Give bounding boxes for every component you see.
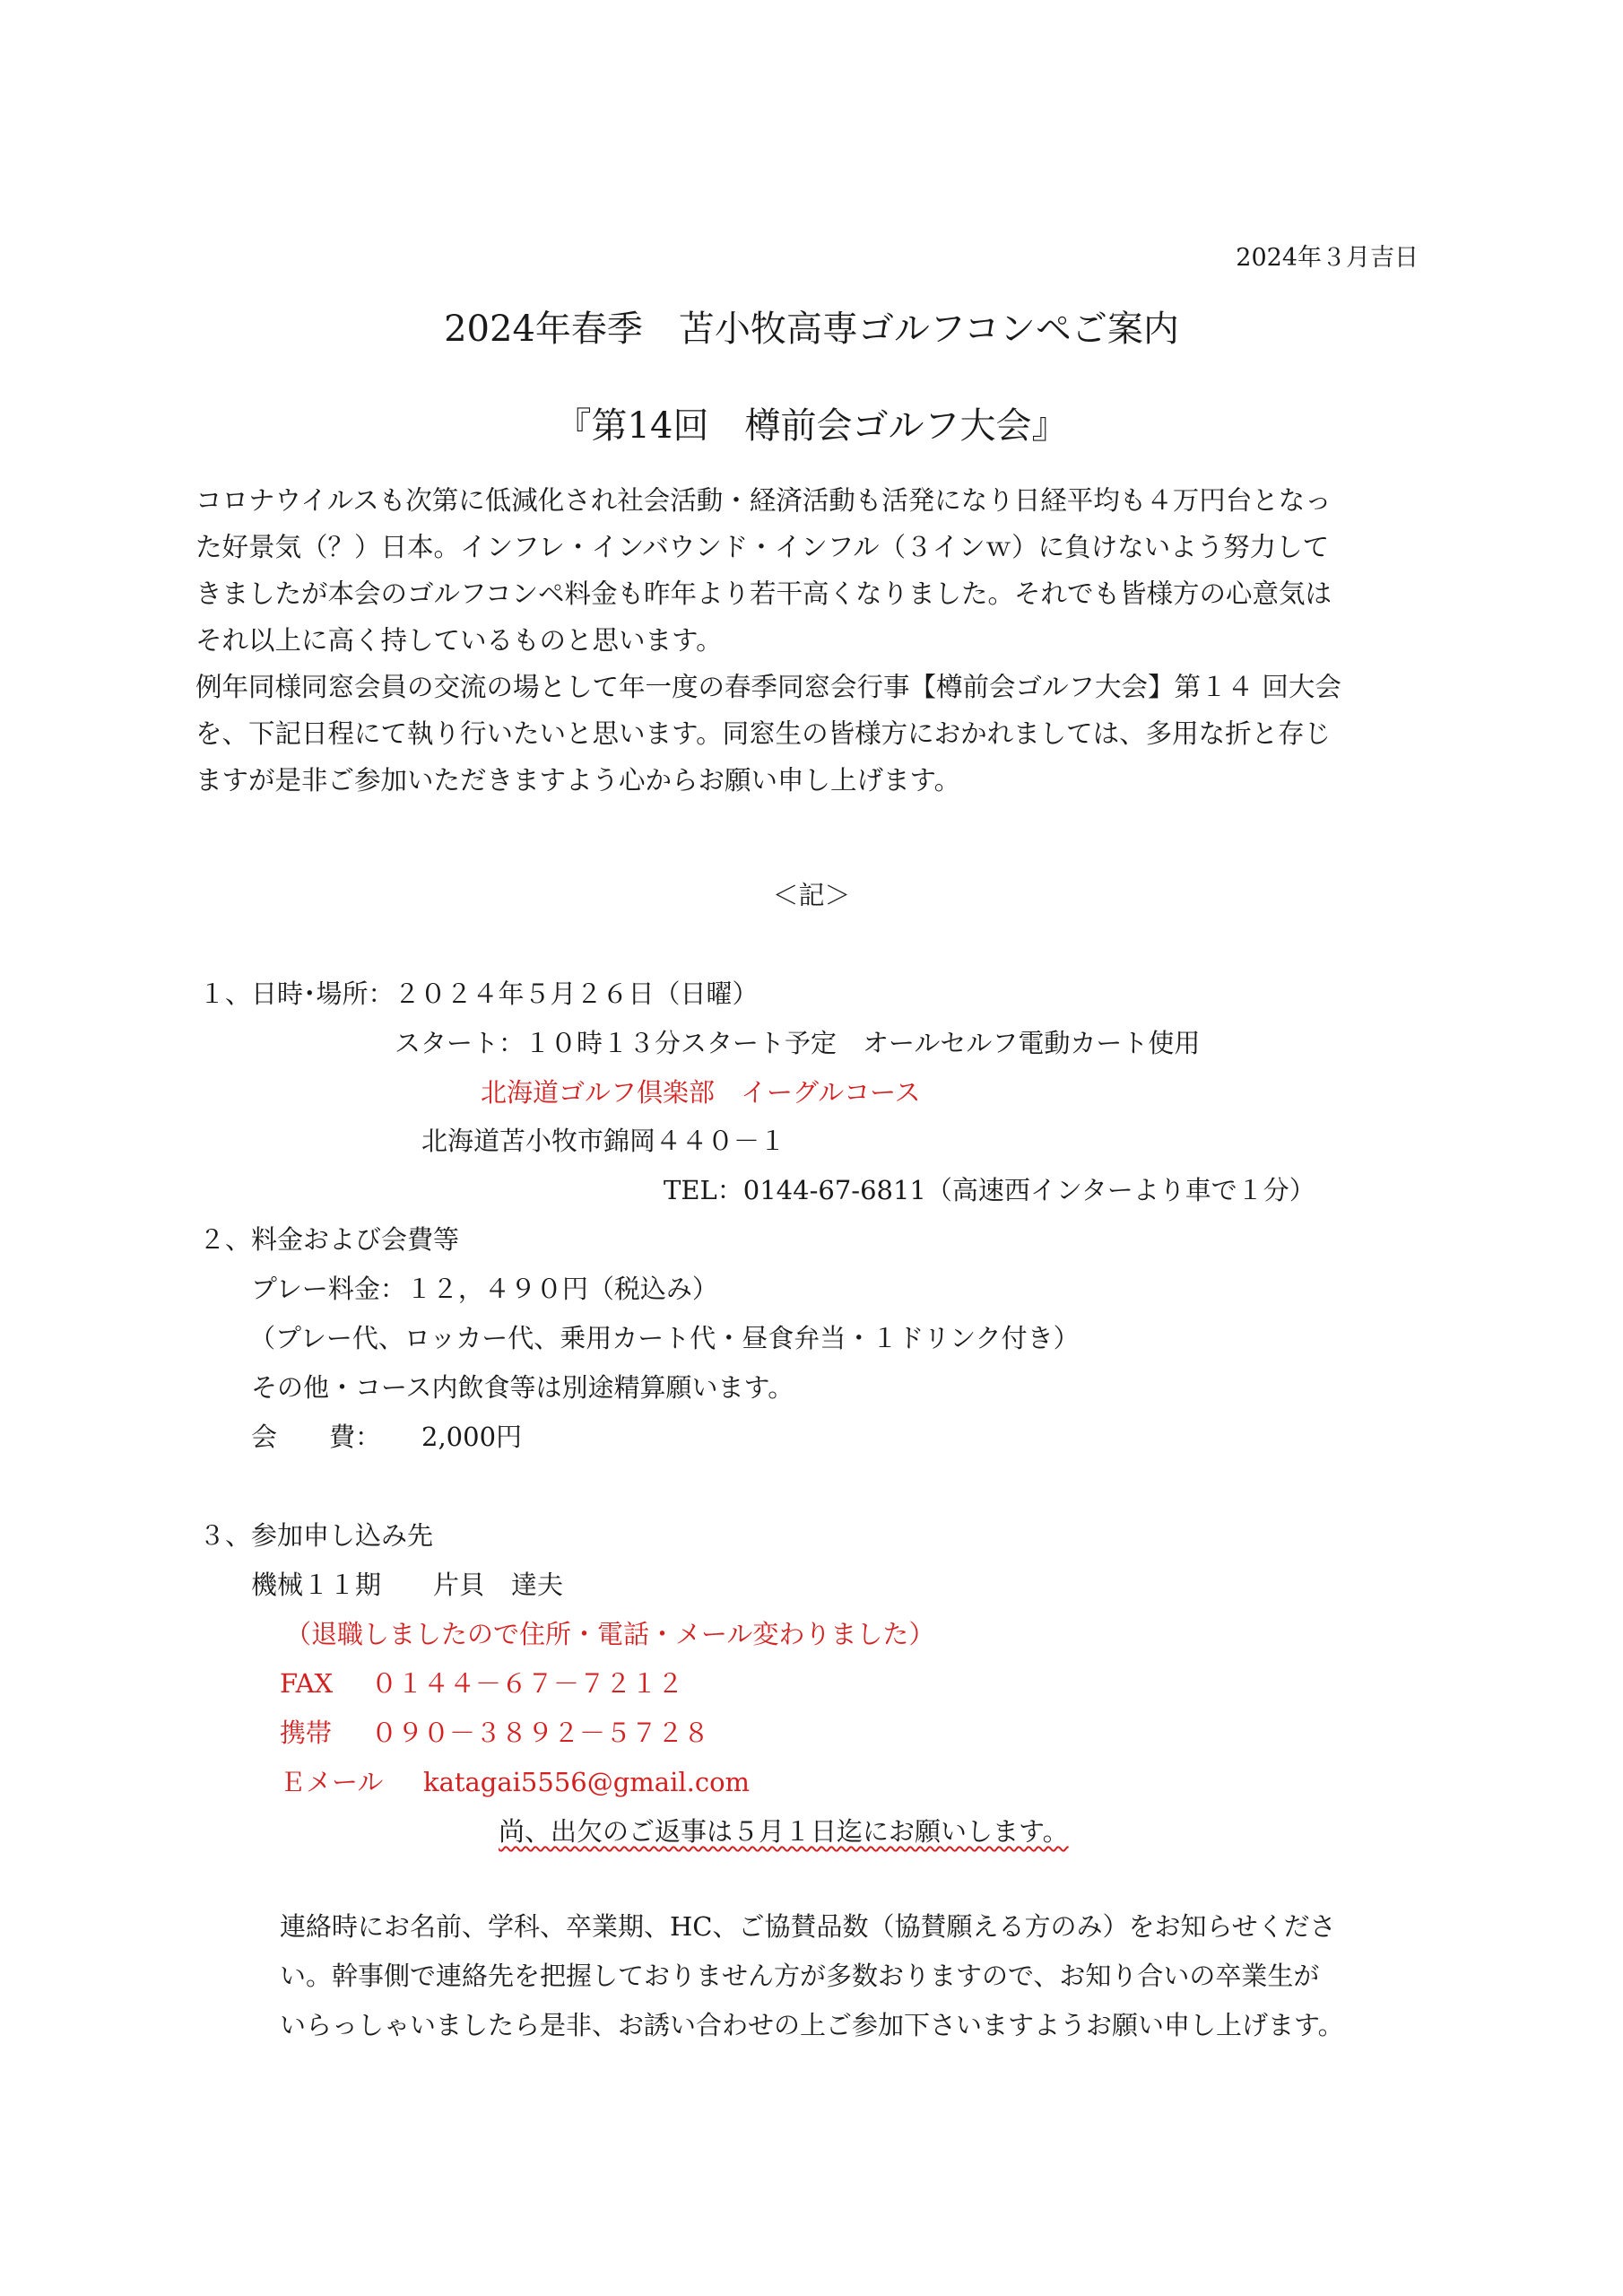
intro-line: を、下記日程にて執り行いたいと思います。同窓生の皆様方におかれましては、多用な折と存じ: [195, 718, 1332, 749]
fee-includes: （プレー代、ロッカー代、乗用カート代・昼食弁当・１ドリンク付き）: [249, 1323, 1080, 1353]
venue-tel: TEL：0144-67-6811（高速西インターより車で１分）: [664, 1175, 1315, 1205]
membership-fee-value: 2,000円: [421, 1422, 523, 1452]
closing-line: い。幹事側で連絡先を把握しておりません方が多数おりますので、お知り合いの卒業生が: [280, 1961, 1320, 1991]
fax-number: ０１４４－６７－７２１２: [371, 1668, 684, 1699]
play-fee: プレー料金：１２，４９０円（税込み）: [251, 1274, 718, 1304]
section1-heading: １、日時･場所：２０２４年５月２６日（日曜）: [199, 978, 759, 1009]
venue-address: 北海道苫小牧市錦岡４４０－１: [421, 1126, 786, 1156]
membership-fee-label: 会 費：: [251, 1422, 382, 1452]
mobile-number: ０９０－３８９２－５７２８: [371, 1718, 710, 1748]
closing-line: 連絡時にお名前、学科、卒業期、HC、ご協賛品数（協賛願える方のみ）をお知らせくださ: [280, 1911, 1336, 1942]
reply-deadline: 尚、出欠のご返事は５月１日迄にお願いします。: [499, 1816, 1069, 1847]
section3-heading: ３、参加申し込み先: [199, 1520, 434, 1551]
start-time: スタート：１０時１３分スタート予定 オールセルフ電動カート使用: [395, 1028, 1201, 1058]
venue-name: 北海道ゴルフ倶楽部 イーグルコース: [481, 1077, 921, 1108]
change-notice: （退職しましたので住所・電話・メール変わりました）: [285, 1619, 935, 1649]
email-address: katagai5556@gmail.com: [423, 1767, 751, 1797]
fax-label: FAX: [280, 1668, 334, 1699]
other-charges: その他・コース内飲食等は別途精算願います。: [251, 1372, 794, 1403]
intro-line: ますが是非ご参加いただきますよう心からお願い申し上げます。: [195, 765, 961, 796]
mobile-label: 携帯: [280, 1718, 333, 1748]
intro-line: た好景気（？）日本。インフレ・インバウンド・インフル（３インｗ）に負けないよう努力して: [195, 532, 1330, 562]
record-heading: ＜記＞: [772, 880, 851, 910]
email-label: Ｅメール: [280, 1767, 384, 1797]
intro-line: 例年同様同窓会員の交流の場として年一度の春季同窓会行事【樽前会ゴルフ大会】第１４ 回大会: [195, 672, 1341, 702]
contact-person: 機械１１期 片貝 達夫: [251, 1570, 564, 1600]
document-title: 2024年春季 苫小牧高専ゴルフコンペご案内: [444, 309, 1179, 350]
section2-heading: ２、料金および会費等: [199, 1224, 460, 1255]
event-name: 『第14回 樽前会ゴルフ大会』: [555, 405, 1068, 447]
closing-line: いらっしゃいましたら是非、お誘い合わせの上ご参加下さいますようお願い申し上げます。: [280, 2010, 1344, 2040]
intro-line: コロナウイルスも次第に低減化され社会活動・経済活動も活発になり日経平均も４万円台となっ: [195, 485, 1332, 516]
intro-line: それ以上に高く持しているものと思います。: [195, 625, 723, 656]
document-date: 2024年３月吉日: [1236, 244, 1419, 272]
intro-line: きましたが本会のゴルフコンペ料金も昨年より若干高くなりました。それでも皆様方の心意気は: [195, 578, 1332, 609]
